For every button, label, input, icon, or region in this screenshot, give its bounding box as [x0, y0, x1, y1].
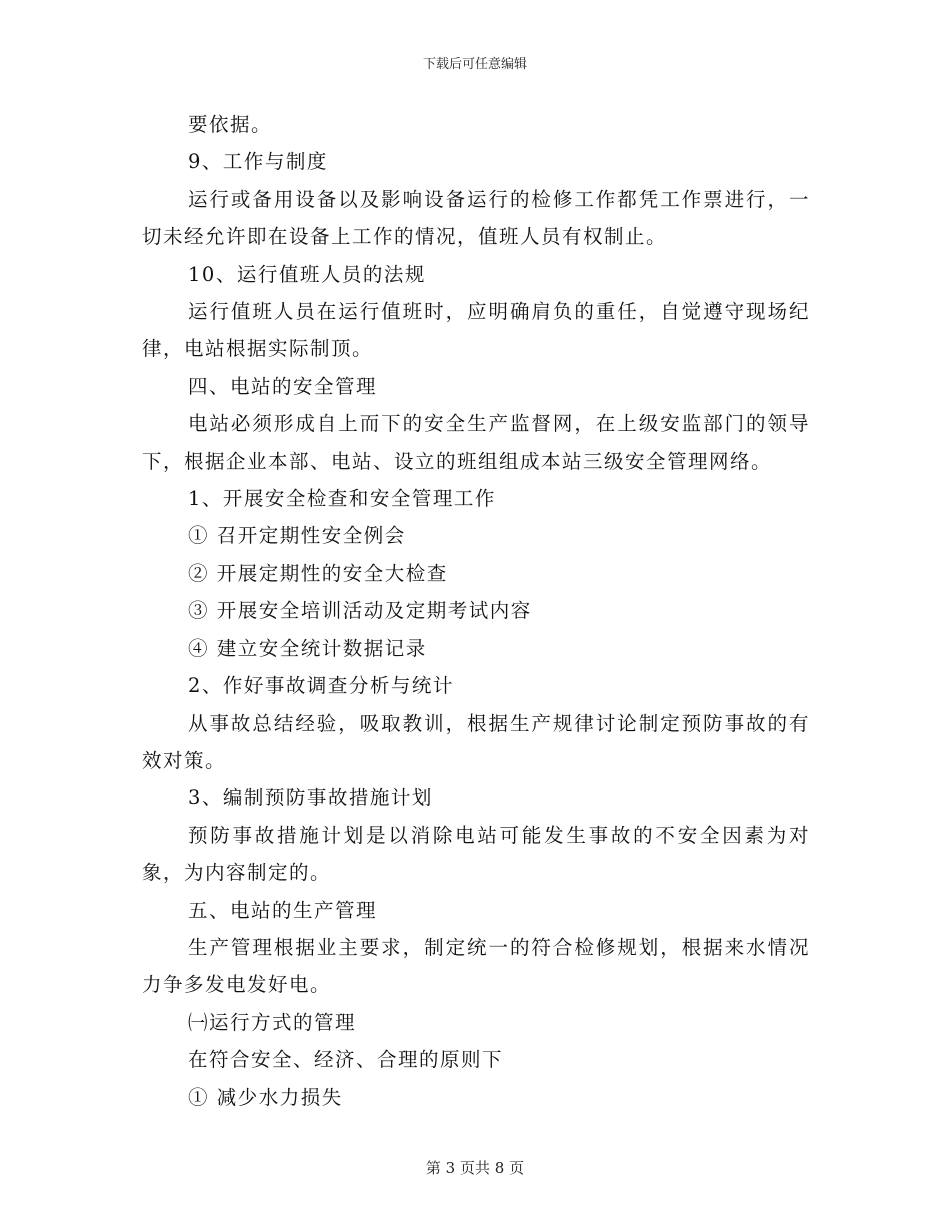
- section-heading: 3、编制预防事故措施计划: [188, 786, 433, 810]
- paragraph: 生产管理根据业主要求，制定统一的符合检修规划，根据来水情况力争多发电发好电。: [142, 935, 810, 997]
- paragraph: 预防事故措施计划是以消除电站可能发生事故的不安全因素为对象，为内容制定的。: [142, 823, 810, 885]
- paragraph: 电站必须形成自上而下的安全生产监督网，在上级安监部门的领导下，根据企业本部、电站、设立的班组组成本站三级安全管理网络。: [142, 412, 810, 473]
- paragraph: 运行值班人员在运行值班时，应明确肩负的重任，自觉遵守现场纪律，电站根据实际制顶。: [142, 300, 810, 361]
- list-item: ④ 建立安全统计数据记录: [188, 636, 427, 660]
- section-heading: 2、作好事故调查分析与统计: [188, 674, 454, 698]
- list-item: ② 开展定期性的安全大检查: [188, 561, 448, 585]
- section-heading: 9、工作与制度: [188, 150, 328, 174]
- subsection-heading: ㈠运行方式的管理: [188, 1010, 357, 1034]
- paragraph: 在符合安全、经济、合理的原则下: [188, 1048, 504, 1072]
- paragraph: 要依据。: [188, 113, 273, 136]
- document-body: [142, 106, 810, 1116]
- page-header: 下载后可任意编辑: [422, 57, 527, 72]
- chapter-heading: 五、电站的生产管理: [188, 898, 378, 922]
- list-item: ① 减少水力损失: [188, 1085, 343, 1109]
- page-footer: 第 3 页共 8 页: [425, 1159, 525, 1177]
- section-heading: 10、运行值班人员的法规: [188, 262, 426, 286]
- list-item: ③ 开展安全培训活动及定期考试内容: [188, 599, 532, 623]
- list-item: ① 召开定期性安全例会: [188, 524, 406, 548]
- paragraph: 从事故总结经验，吸取教训，根据生产规律讨论制定预防事故的有效对策。: [142, 711, 810, 772]
- paragraph: 运行或备用设备以及影响设备运行的检修工作都凭工作票进行，一切未经允许即在设备上工作的情况，值班人员有权制止。: [142, 187, 810, 249]
- chapter-heading: 四、电站的安全管理: [188, 374, 378, 398]
- section-heading: 1、开展安全检查和安全管理工作: [188, 487, 496, 511]
